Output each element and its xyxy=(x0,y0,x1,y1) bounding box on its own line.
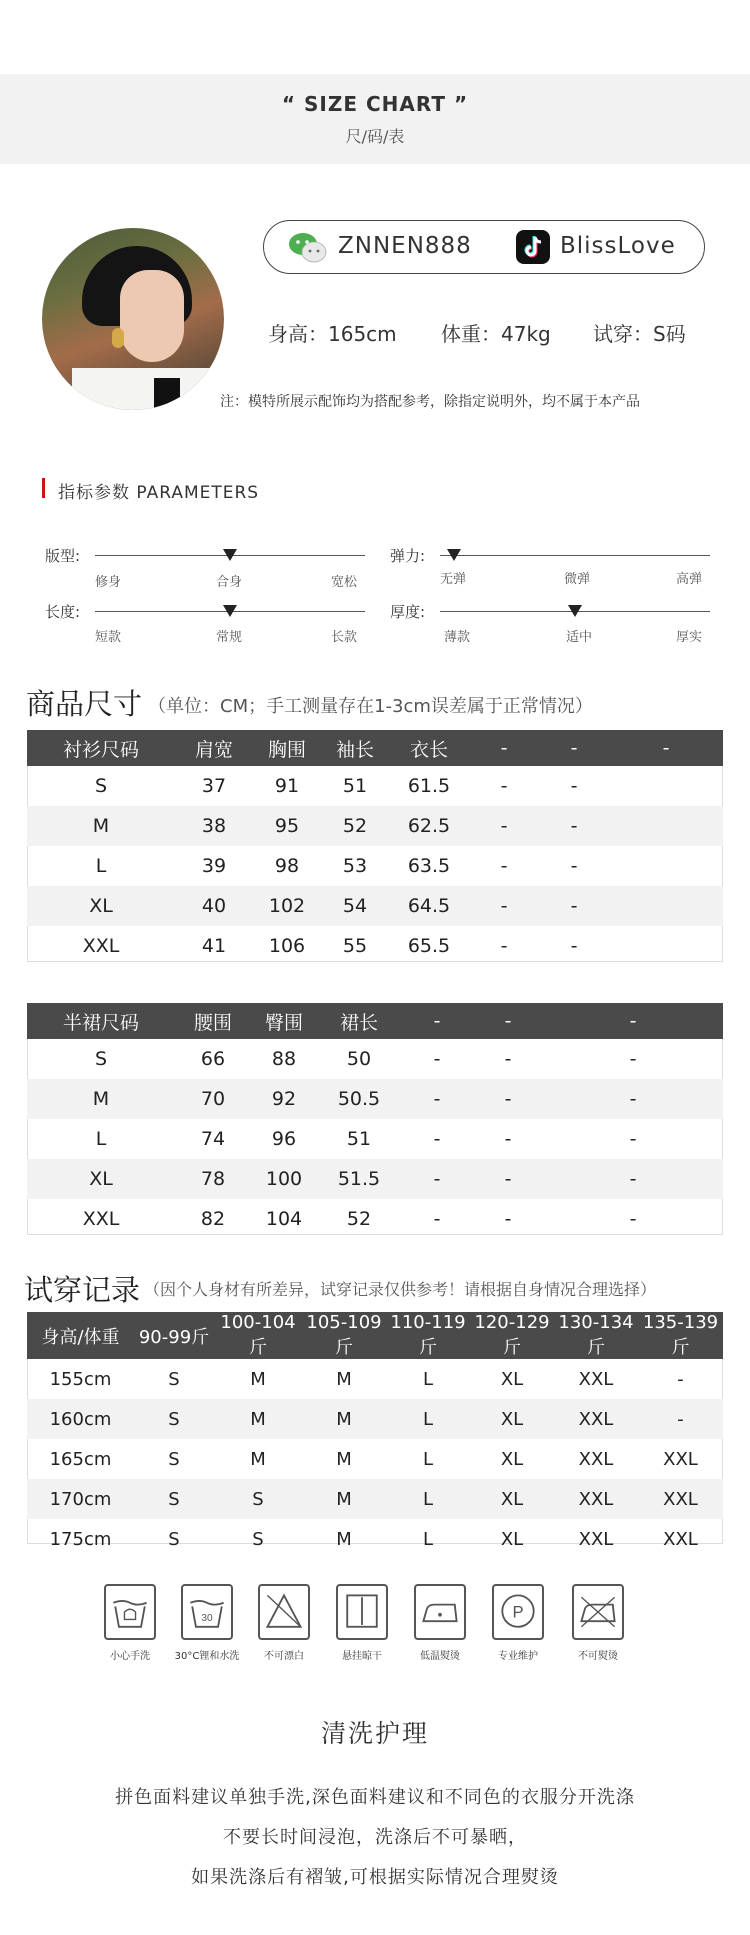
table-cell: XL xyxy=(500,1448,524,1470)
washing-line: 拼色面料建议单独手洗,深色面料建议和不同色的衣服分开洗涤 xyxy=(115,1787,635,1808)
table-cell: S xyxy=(168,1448,180,1470)
slider-marker-elasticity xyxy=(447,549,461,561)
product-size-title: 商品尺寸 xyxy=(26,687,143,721)
table-cell: - xyxy=(677,1368,684,1390)
model-height: 身高：165cm xyxy=(268,322,397,346)
table-cell: M xyxy=(336,1368,352,1390)
table-cell: - xyxy=(570,775,578,797)
model-weight: 体重：47kg xyxy=(441,322,551,346)
table-cell: 52 xyxy=(346,1208,372,1230)
table-cell: - xyxy=(500,855,508,877)
table-row xyxy=(27,1079,723,1119)
slider-tick: 高弹 xyxy=(676,572,703,587)
accessory-note: 注：模特所展示配饰均为搭配参考，除指定说明外，均不属于本产品 xyxy=(220,394,640,410)
table-cell: M xyxy=(27,806,175,846)
social-contact-pill xyxy=(263,220,705,274)
table-row xyxy=(27,926,723,966)
table-cell: XXL xyxy=(578,1528,614,1550)
table-cell: XXL xyxy=(82,1208,120,1230)
table-cell: 98 xyxy=(274,855,300,877)
table-cell: S xyxy=(134,1479,214,1519)
table-cell: - xyxy=(504,1128,512,1150)
table-cell: - xyxy=(469,886,539,926)
slider-label-length: 长度: xyxy=(45,603,81,621)
table-cell: 64.5 xyxy=(389,886,469,926)
table-cell: - xyxy=(629,1048,637,1070)
table-cell: 91 xyxy=(274,775,300,797)
table-cell: M xyxy=(214,1399,302,1439)
care-label: 30°C锂和水洗 xyxy=(174,1651,240,1662)
table-cell: 82 xyxy=(200,1208,226,1230)
table-cell: 51.5 xyxy=(317,1159,401,1199)
table-cell: 62.5 xyxy=(389,806,469,846)
table-header-cell: 臀围 xyxy=(251,1003,317,1039)
table-cell: - xyxy=(504,1048,512,1070)
care-label: 不可熨烫 xyxy=(578,1651,618,1662)
slider-marker-length xyxy=(223,605,237,617)
table-cell: 100 xyxy=(251,1159,317,1199)
table-cell: - xyxy=(433,1048,441,1070)
table-cell: 50 xyxy=(346,1048,372,1070)
table-cell: S xyxy=(134,1399,214,1439)
table-cell: - xyxy=(570,935,578,957)
parameters-title: 指标参数 PARAMETERS xyxy=(58,483,260,503)
table-cell: XXL xyxy=(554,1399,638,1439)
table-cell: - xyxy=(433,1128,441,1150)
slider-tick: 短款 xyxy=(95,630,122,645)
care-label: 专业维护 xyxy=(498,1651,538,1662)
table-header-cell: - xyxy=(473,1003,543,1039)
table-row xyxy=(27,1119,723,1159)
table-cell: M xyxy=(336,1528,352,1550)
table-cell: 54 xyxy=(321,886,389,926)
table-header-cell: 100-104斤 xyxy=(214,1312,302,1359)
slider-label-thickness: 厚度: xyxy=(390,603,426,621)
table-cell: 55 xyxy=(342,935,368,957)
table-cell: - xyxy=(629,1208,637,1230)
table-cell: 104 xyxy=(265,1208,303,1230)
table-cell: S xyxy=(94,1048,108,1070)
table-header-cell: 110-119斤 xyxy=(386,1312,470,1359)
table-cell: 51 xyxy=(346,1128,372,1150)
wechat-id: ZNNEN888 xyxy=(338,233,472,259)
tiktok-id: BlissLove xyxy=(560,233,676,259)
machine-wash-30-icon xyxy=(181,1584,233,1640)
table-cell: 96 xyxy=(271,1128,297,1150)
table-row xyxy=(27,886,723,926)
table-cell: S xyxy=(168,1368,180,1390)
table-cell: - xyxy=(570,855,578,877)
product-size-note: （单位：CM；手工测量存在1-3cm误差属于正常情况） xyxy=(148,696,593,717)
washing-line: 不要长时间浸泡，洗涤后不可暴晒， xyxy=(223,1827,527,1848)
skirt-size-table xyxy=(27,1003,723,1239)
model-fit: 试穿：S码 xyxy=(593,322,686,346)
table-cell: - xyxy=(543,1159,723,1199)
table-row xyxy=(27,806,723,846)
model-avatar xyxy=(42,228,224,410)
table-header-cell: 裙长 xyxy=(317,1003,401,1039)
table-cell: - xyxy=(500,775,508,797)
slider-tick: 修身 xyxy=(95,575,122,590)
care-label: 小心手洗 xyxy=(110,1651,150,1662)
table-cell: L xyxy=(386,1399,470,1439)
washing-line: 如果洗涤后有褶皱,可根据实际情况合理熨烫 xyxy=(191,1867,559,1888)
table-cell xyxy=(609,766,723,806)
table-cell: - xyxy=(401,1159,473,1199)
table-cell: 37 xyxy=(201,775,227,797)
table-header-row xyxy=(27,730,723,766)
table-cell: - xyxy=(539,886,609,926)
table-cell: XXL xyxy=(578,1368,614,1390)
table-cell: 61.5 xyxy=(407,775,451,797)
table-cell: 175cm xyxy=(49,1528,112,1550)
table-cell: XXL xyxy=(82,935,120,957)
table-cell: - xyxy=(473,1079,543,1119)
slider-track-elasticity xyxy=(440,555,710,556)
slider-tick: 长款 xyxy=(331,630,358,645)
table-row xyxy=(27,846,723,886)
table-cell: XL xyxy=(27,886,175,926)
table-cell: 88 xyxy=(271,1048,297,1070)
table-cell: - xyxy=(401,1079,473,1119)
table-cell: 51 xyxy=(342,775,368,797)
slider-tick: 适中 xyxy=(566,630,593,645)
table-cell: - xyxy=(638,1399,723,1439)
table-header-cell: 130-134斤 xyxy=(554,1312,638,1359)
table-cell: L xyxy=(95,1128,107,1150)
table-header-row xyxy=(27,1312,723,1359)
low-iron-icon xyxy=(414,1584,466,1640)
table-cell: XXL xyxy=(663,1448,698,1470)
care-label: 悬挂晾干 xyxy=(342,1651,382,1662)
slider-label-elasticity: 弹力: xyxy=(390,547,426,565)
slider-tick: 薄款 xyxy=(444,630,471,645)
table-cell: XL xyxy=(500,1528,524,1550)
no-bleach-icon xyxy=(258,1584,310,1640)
table-header-cell: 90-99斤 xyxy=(134,1312,214,1359)
table-cell: S xyxy=(252,1528,264,1550)
table-cell: 78 xyxy=(175,1159,251,1199)
table-cell: XXL xyxy=(663,1528,698,1550)
table-cell: 63.5 xyxy=(407,855,451,877)
svg-text:P: P xyxy=(512,1602,524,1622)
table-row xyxy=(27,1039,723,1079)
table-cell: XL xyxy=(470,1479,554,1519)
table-cell: 52 xyxy=(321,806,389,846)
table-cell: 50.5 xyxy=(317,1079,401,1119)
no-iron-icon xyxy=(572,1584,624,1640)
table-row xyxy=(27,766,723,806)
slider-label-fit: 版型: xyxy=(45,547,81,565)
slider-marker-fit xyxy=(223,549,237,561)
table-cell: XXL xyxy=(554,1479,638,1519)
table-cell: 160cm xyxy=(27,1399,134,1439)
table-header-cell: 105-109斤 xyxy=(302,1312,386,1359)
table-cell: XXL xyxy=(638,1479,723,1519)
table-row xyxy=(27,1159,723,1199)
table-cell: 40 xyxy=(175,886,253,926)
table-cell: - xyxy=(539,806,609,846)
table-cell xyxy=(609,806,723,846)
table-cell: 92 xyxy=(251,1079,317,1119)
table-cell: - xyxy=(500,935,508,957)
table-cell xyxy=(609,846,723,886)
svg-text:30: 30 xyxy=(201,1613,213,1625)
table-cell: - xyxy=(473,1159,543,1199)
hand-wash-icon xyxy=(104,1584,156,1640)
table-header-cell: 袖长 xyxy=(321,730,389,766)
table-cell: M xyxy=(336,1448,352,1470)
table-cell: XL xyxy=(470,1399,554,1439)
table-cell: XL xyxy=(27,1159,175,1199)
table-cell: 66 xyxy=(200,1048,226,1070)
table-header-cell: 肩宽 xyxy=(175,730,253,766)
care-label: 不可漂白 xyxy=(264,1651,304,1662)
shirt-size-table xyxy=(27,730,723,966)
tiktok-icon xyxy=(516,230,550,264)
washing-care-title: 清洗护理 xyxy=(320,1719,429,1748)
table-row xyxy=(27,1479,723,1519)
table-cell: L xyxy=(95,855,107,877)
table-row xyxy=(27,1439,723,1479)
table-header-cell: - xyxy=(609,730,723,766)
table-header-cell: 衬衫尺码 xyxy=(27,730,175,766)
table-cell: 53 xyxy=(342,855,368,877)
table-row xyxy=(27,1399,723,1439)
table-header-cell: 腰围 xyxy=(175,1003,251,1039)
table-cell: 165cm xyxy=(49,1448,112,1470)
header-band xyxy=(0,74,750,164)
care-label: 低温熨烫 xyxy=(420,1651,460,1662)
table-cell: 95 xyxy=(253,806,321,846)
table-row xyxy=(27,1199,723,1239)
table-cell: 74 xyxy=(200,1128,226,1150)
table-cell: 41 xyxy=(201,935,227,957)
slider-tick: 厚实 xyxy=(676,630,703,645)
table-cell: M xyxy=(27,1079,175,1119)
slider-tick: 无弹 xyxy=(440,572,467,587)
table-cell: S xyxy=(168,1528,180,1550)
table-row xyxy=(27,1519,723,1559)
table-cell: 38 xyxy=(175,806,253,846)
wechat-icon xyxy=(288,231,328,265)
table-cell: 170cm xyxy=(27,1479,134,1519)
trial-record-title: 试穿记录 xyxy=(24,1273,141,1307)
table-cell: XL xyxy=(500,1368,524,1390)
table-cell: L xyxy=(422,1368,434,1390)
table-cell: - xyxy=(504,1208,512,1230)
table-cell: L xyxy=(386,1479,470,1519)
table-header-cell: 135-139斤 xyxy=(638,1312,723,1359)
table-cell: L xyxy=(422,1528,434,1550)
table-cell: 39 xyxy=(201,855,227,877)
size-chart-title: “ SIZE CHART ” xyxy=(281,92,469,116)
table-cell: M xyxy=(250,1368,266,1390)
table-cell: 106 xyxy=(268,935,306,957)
table-cell: M xyxy=(302,1399,386,1439)
table-header-cell: - xyxy=(539,730,609,766)
hang-dry-icon xyxy=(336,1584,388,1640)
table-cell: - xyxy=(433,1208,441,1230)
size-chart-subtitle: 尺/码/表 xyxy=(345,127,405,146)
section-marker xyxy=(42,478,45,498)
slider-marker-thickness xyxy=(568,605,582,617)
table-cell: L xyxy=(422,1448,434,1470)
slider-tick: 合身 xyxy=(216,575,243,590)
table-row xyxy=(27,1359,723,1399)
table-cell: 102 xyxy=(253,886,321,926)
table-cell: S xyxy=(214,1479,302,1519)
table-header-cell: 120-129斤 xyxy=(470,1312,554,1359)
table-cell: - xyxy=(543,1079,723,1119)
table-cell: S xyxy=(94,775,108,797)
table-cell: 65.5 xyxy=(407,935,451,957)
table-cell: M xyxy=(250,1448,266,1470)
dry-clean-icon xyxy=(492,1584,544,1640)
table-header-cell: - xyxy=(543,1003,723,1039)
table-header-row xyxy=(27,1003,723,1039)
slider-tick: 微弹 xyxy=(564,572,591,587)
table-header-cell: 身高/体重 xyxy=(27,1312,134,1359)
table-header-cell: - xyxy=(469,730,539,766)
trial-record-table xyxy=(27,1312,723,1559)
table-header-cell: 胸围 xyxy=(253,730,321,766)
table-cell xyxy=(609,926,723,966)
table-cell: M xyxy=(302,1479,386,1519)
table-cell: - xyxy=(469,806,539,846)
table-cell: - xyxy=(629,1128,637,1150)
trial-record-note: （因个人身材有所差异，试穿记录仅供参考！请根据自身情况合理选择） xyxy=(144,1280,657,1299)
table-cell xyxy=(609,886,723,926)
table-header-cell: 半裙尺码 xyxy=(27,1003,175,1039)
table-cell: XXL xyxy=(578,1448,614,1470)
table-header-cell: - xyxy=(401,1003,473,1039)
slider-tick: 宽松 xyxy=(331,575,358,590)
table-cell: 70 xyxy=(175,1079,251,1119)
table-cell: 155cm xyxy=(49,1368,112,1390)
table-header-cell: 衣长 xyxy=(389,730,469,766)
slider-tick: 常规 xyxy=(216,630,243,645)
